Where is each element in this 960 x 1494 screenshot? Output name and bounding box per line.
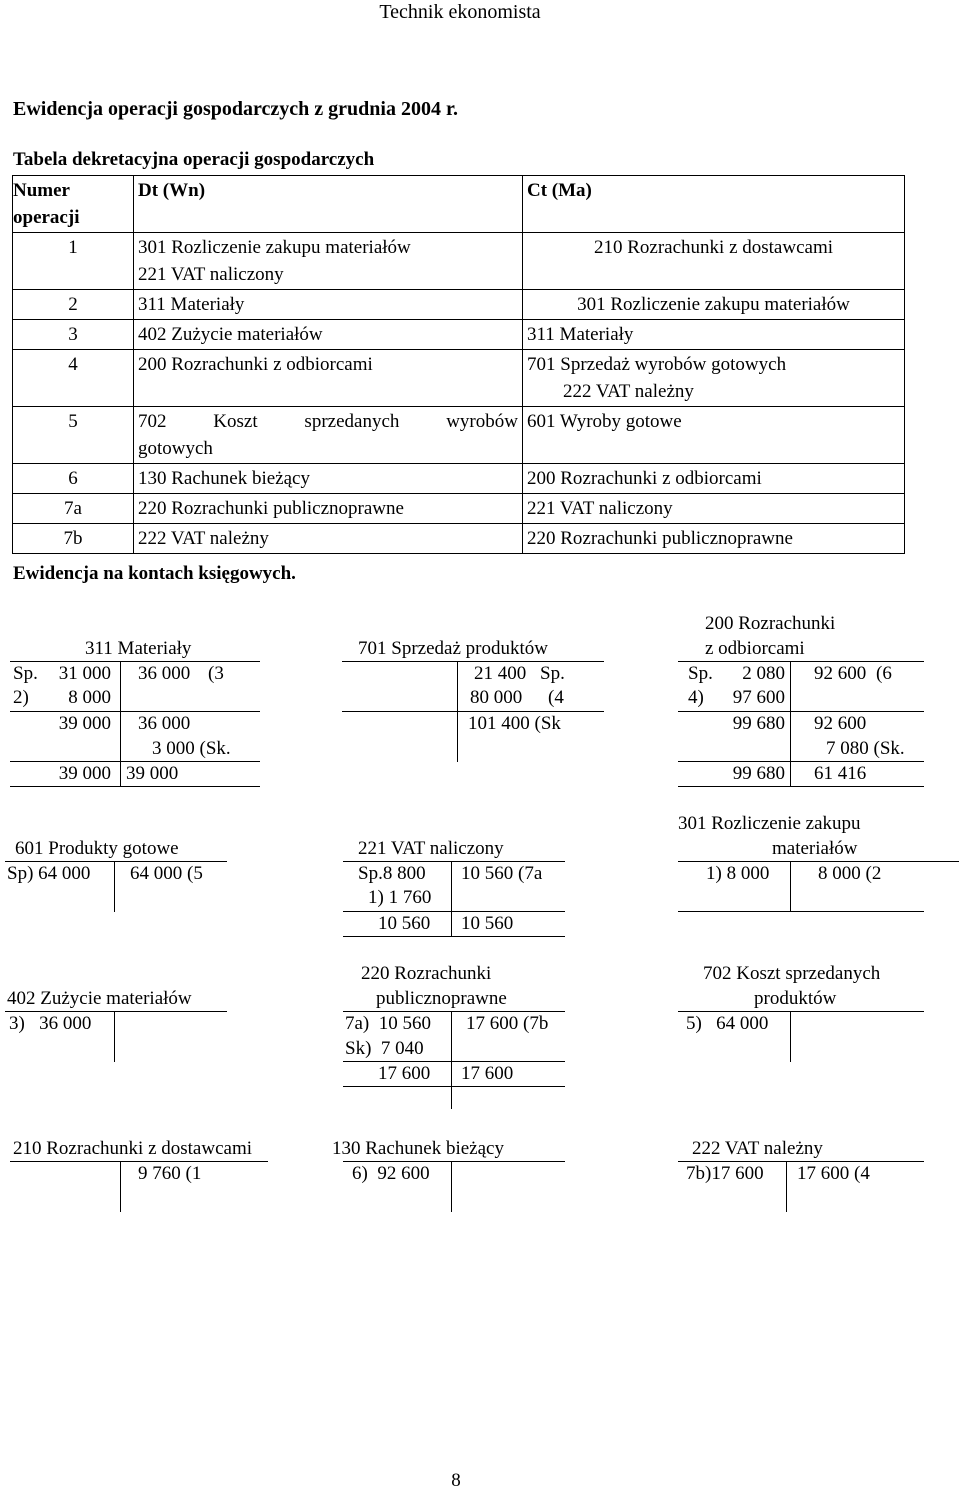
section-title: Ewidencja operacji gospodarczych z grudnia 2004 r. bbox=[13, 98, 458, 120]
table-caption: Tabela dekretacyjna operacji gospodarczych bbox=[13, 149, 375, 170]
t-account-top-line bbox=[343, 1011, 565, 1012]
running-header: Technik ekonomista bbox=[379, 1, 541, 23]
t-account-total-line bbox=[343, 1061, 565, 1062]
account-title: 222 VAT należny bbox=[692, 1138, 823, 1159]
account-title: 210 Rozrachunki z dostawcami bbox=[13, 1138, 253, 1159]
ledger-title: Ewidencja na kontach księgowych. bbox=[13, 563, 296, 584]
t-account-divider bbox=[451, 862, 452, 937]
row-ct: 311 Materiały bbox=[523, 320, 905, 350]
header-ct: Ct (Ma) bbox=[523, 176, 905, 233]
dr-entry: 1) 1 760 bbox=[368, 887, 432, 908]
t-account-top-line bbox=[678, 861, 959, 862]
t-account-total-line bbox=[343, 911, 565, 912]
table-row bbox=[13, 407, 905, 464]
cr-amount: 92 600 bbox=[814, 663, 867, 684]
account-title: materiałów bbox=[772, 838, 858, 859]
table-row bbox=[13, 350, 905, 407]
dr-amount: 97 600 bbox=[732, 687, 785, 708]
subtotal-cr: 92 600 bbox=[814, 713, 867, 734]
row-dt: 402 Zużycie materiałów bbox=[134, 320, 523, 350]
t-account-top-line bbox=[5, 861, 227, 862]
account-title: 702 Koszt sprzedanych bbox=[703, 963, 881, 984]
table-row bbox=[13, 524, 905, 554]
t-account-divider bbox=[114, 862, 115, 912]
cr-entry: 9 760 (1 bbox=[138, 1163, 202, 1184]
row-number: 5 bbox=[13, 407, 134, 464]
account-title: publicznoprawne bbox=[376, 988, 507, 1009]
header-dt: Dt (Wn) bbox=[134, 176, 523, 233]
account-title: produktów bbox=[754, 988, 837, 1009]
dr-entry: 3) 36 000 bbox=[9, 1013, 92, 1034]
row-ct: 200 Rozrachunki z odbiorcami bbox=[523, 464, 905, 494]
t-account-top-line bbox=[678, 1161, 924, 1162]
dr-entry: Sk) 7 040 bbox=[345, 1038, 424, 1059]
t-account-divider bbox=[457, 662, 458, 762]
dr-entry: Sp) 64 000 bbox=[7, 863, 91, 884]
t-account-subtotal-line bbox=[678, 711, 924, 712]
subtotal-dr: 99 680 bbox=[732, 713, 785, 734]
account-title: z odbiorcami bbox=[705, 638, 805, 659]
subtotal-cr: 101 400 (Sk bbox=[468, 713, 561, 734]
t-account-divider bbox=[790, 662, 791, 787]
row-number: 3 bbox=[13, 320, 134, 350]
account-title: 311 Materiały bbox=[85, 638, 192, 659]
closing-cr: 3 000 (Sk. bbox=[152, 738, 231, 759]
t-account-top-line bbox=[10, 661, 260, 662]
t-account-divider bbox=[790, 862, 791, 912]
dr-entry: Sp.8 800 bbox=[358, 863, 426, 884]
row-number: 4 bbox=[13, 350, 134, 407]
account-title: 601 Produkty gotowe bbox=[15, 838, 179, 859]
posting-table bbox=[12, 175, 905, 554]
page-number: 8 bbox=[451, 1470, 461, 1491]
dr-label: 4) bbox=[688, 687, 704, 708]
t-account-bottom-line bbox=[678, 786, 924, 787]
t-account-total-line bbox=[678, 761, 924, 762]
t-account-bottom-line bbox=[343, 936, 565, 937]
row-dt: 311 Materiały bbox=[134, 290, 523, 320]
dr-entry: 6) 92 600 bbox=[352, 1163, 430, 1184]
row-dt: 702 Koszt sprzedanych wyrobów gotowych bbox=[134, 407, 523, 464]
t-account-divider bbox=[790, 1012, 791, 1062]
account-title: 402 Zużycie materiałów bbox=[7, 988, 192, 1009]
table-row bbox=[13, 464, 905, 494]
account-title: 221 VAT naliczony bbox=[358, 838, 504, 859]
t-account-total-line bbox=[10, 761, 260, 762]
row-number: 7b bbox=[13, 524, 134, 554]
row-dt: 301 Rozliczenie zakupu materiałów 221 VAT naliczony bbox=[134, 233, 523, 290]
row-number: 6 bbox=[13, 464, 134, 494]
t-account-bottom-line bbox=[678, 911, 924, 912]
t-account-top-line bbox=[10, 1161, 268, 1162]
dr-entry: 7a) 10 560 bbox=[345, 1013, 432, 1034]
account-title: 200 Rozrachunki bbox=[705, 613, 836, 634]
account-title: 130 Rachunek bieżący bbox=[332, 1138, 504, 1159]
dr-label: 2) bbox=[13, 687, 29, 708]
row-dt: 220 Rozrachunki publicznoprawne bbox=[134, 494, 523, 524]
t-account-subtotal-line bbox=[10, 711, 260, 712]
row-ct: 301 Rozliczenie zakupu materiałów bbox=[523, 290, 905, 320]
t-account-bottom-line bbox=[10, 786, 260, 787]
t-account-divider bbox=[120, 1162, 121, 1212]
cr-entry: 17 600 (7b bbox=[466, 1013, 549, 1034]
t-account-divider bbox=[114, 1012, 115, 1062]
t-account-top-line bbox=[5, 1011, 227, 1012]
table-row bbox=[13, 494, 905, 524]
t-account-divider bbox=[451, 1162, 452, 1212]
cr-amount: 21 400 bbox=[474, 663, 527, 684]
cr-entry: 8 000 (2 bbox=[818, 863, 882, 884]
t-account-divider bbox=[786, 1162, 787, 1212]
total-dr: 99 680 bbox=[732, 763, 785, 784]
row-ct: 210 Rozrachunki z dostawcami bbox=[523, 233, 905, 290]
total-cr: 17 600 bbox=[461, 1063, 514, 1084]
total-dr: 10 560 bbox=[378, 913, 431, 934]
dr-entry: 7b)17 600 bbox=[686, 1163, 764, 1184]
account-title: 301 Rozliczenie zakupu bbox=[678, 813, 861, 834]
cr-entry: 64 000 (5 bbox=[130, 863, 203, 884]
cr-label: Sp. bbox=[540, 663, 565, 684]
table-row bbox=[13, 233, 905, 290]
dr-entry: 5) 64 000 bbox=[686, 1013, 769, 1034]
row-dt: 200 Rozrachunki z odbiorcami bbox=[134, 350, 523, 407]
t-account-top-line bbox=[678, 1011, 924, 1012]
row-number: 1 bbox=[13, 233, 134, 290]
row-ct: 220 Rozrachunki publicznoprawne bbox=[523, 524, 905, 554]
row-ct: 601 Wyroby gotowe bbox=[523, 407, 905, 464]
header-number: Numer operacji bbox=[13, 176, 134, 233]
cr-entry: 17 600 (4 bbox=[797, 1163, 870, 1184]
account-title: 220 Rozrachunki bbox=[361, 963, 492, 984]
table-row bbox=[13, 320, 905, 350]
subtotal-dr: 39 000 bbox=[58, 713, 111, 734]
total-dr: 17 600 bbox=[378, 1063, 431, 1084]
t-account-top-line bbox=[342, 661, 604, 662]
dr-amount: 8 000 bbox=[68, 687, 111, 708]
dr-amount: 31 000 bbox=[58, 663, 111, 684]
total-cr: 10 560 bbox=[461, 913, 514, 934]
row-ct: 701 Sprzedaż wyrobów gotowych 222 VAT należny bbox=[523, 350, 905, 407]
total-cr: 39 000 bbox=[126, 763, 179, 784]
account-title: 701 Sprzedaż produktów bbox=[358, 638, 548, 659]
dr-entry: 1) 8 000 bbox=[706, 863, 770, 884]
row-number: 2 bbox=[13, 290, 134, 320]
subtotal-cr: 36 000 bbox=[138, 713, 191, 734]
cr-amount: 36 000 bbox=[138, 663, 191, 684]
t-account-bottom-line bbox=[343, 1086, 565, 1087]
total-cr: 61 416 bbox=[814, 763, 867, 784]
row-dt: 130 Rachunek bieżący bbox=[134, 464, 523, 494]
dr-amount: 2 080 bbox=[742, 663, 785, 684]
table-row bbox=[13, 290, 905, 320]
t-account-top-line bbox=[678, 661, 924, 662]
row-number: 7a bbox=[13, 494, 134, 524]
dr-label: Sp. bbox=[688, 663, 713, 684]
row-dt: 222 VAT należny bbox=[134, 524, 523, 554]
table-header-row bbox=[13, 176, 905, 233]
cr-amount: 80 000 bbox=[470, 687, 523, 708]
dr-label: Sp. bbox=[13, 663, 38, 684]
cr-ref: (3 bbox=[208, 663, 224, 684]
closing-cr: 7 080 (Sk. bbox=[826, 738, 905, 759]
cr-ref: (6 bbox=[876, 663, 892, 684]
t-account-subtotal-line bbox=[342, 711, 604, 712]
t-account-top-line bbox=[343, 861, 565, 862]
cr-ref: (4 bbox=[548, 687, 564, 708]
t-account-divider bbox=[120, 662, 121, 787]
row-ct: 221 VAT naliczony bbox=[523, 494, 905, 524]
cr-entry: 10 560 (7a bbox=[461, 863, 543, 884]
t-account-top-line bbox=[343, 1161, 565, 1162]
total-dr: 39 000 bbox=[58, 763, 111, 784]
